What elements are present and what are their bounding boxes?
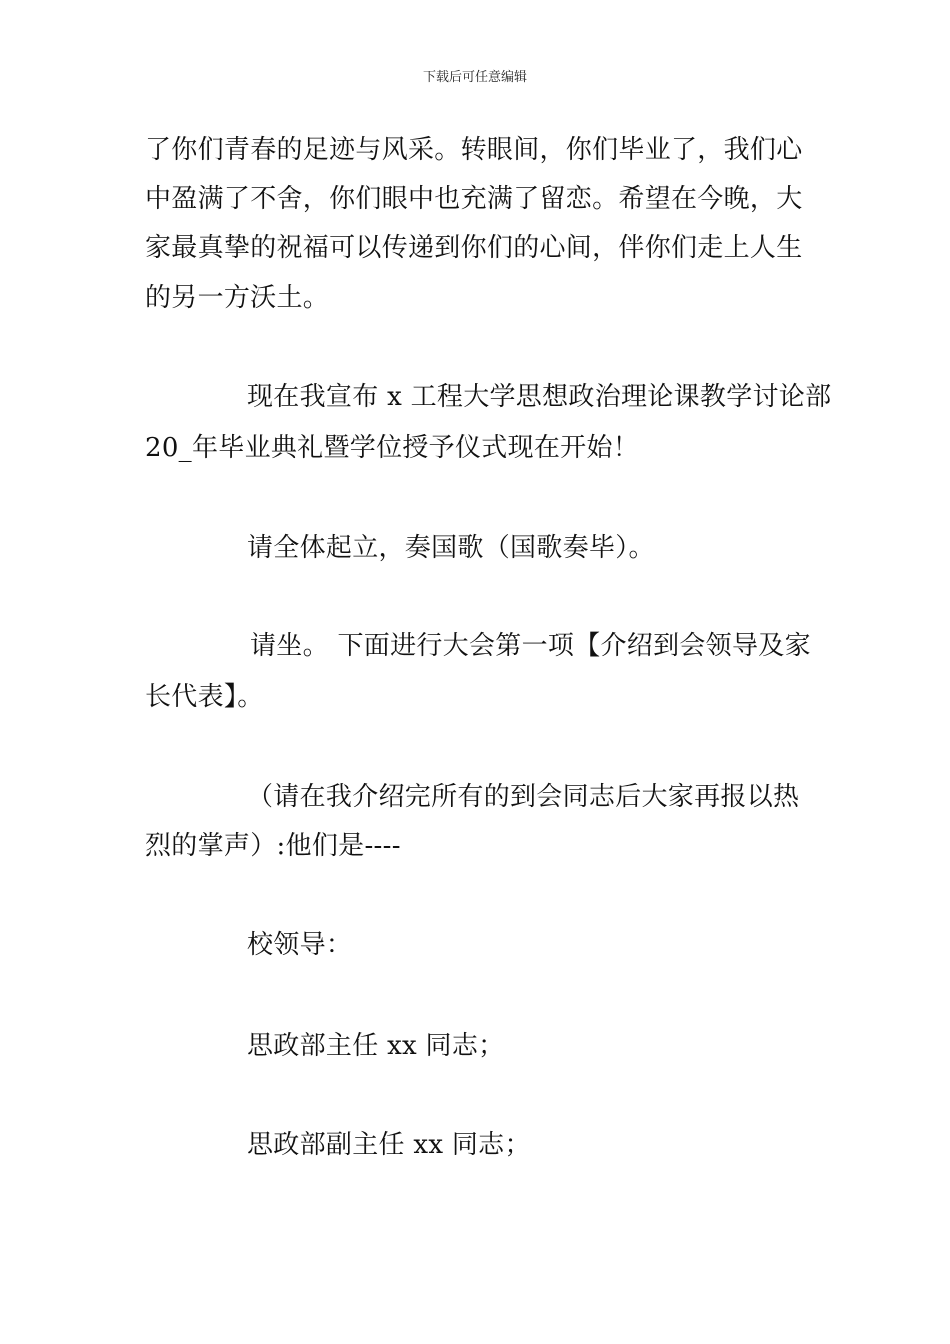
paragraph-line: 请全体起立，奏国歌（国歌奏毕）。 [247, 533, 655, 563]
paragraph-line: 请坐。 下面进行大会第一项【介绍到会领导及家 [250, 631, 811, 661]
paragraph-line: 中盈满了不舍，你们眼中也充满了留恋。希望在今晚，大 [145, 184, 803, 214]
paragraph-line: 家最真挚的祝福可以传递到你们的心间，伴你们走上人生 [145, 233, 803, 263]
header-note: 下载后可任意编辑 [422, 70, 527, 85]
paragraph-line: 长代表】。 [145, 682, 264, 712]
paragraph-line: 思政部主任 xx 同志； [247, 1031, 505, 1061]
paragraph-line: 校领导： [247, 930, 353, 960]
paragraph-line: 思政部副主任 xx 同志； [247, 1130, 531, 1160]
paragraph-line: （请在我介绍完所有的到会同志后大家再报以热 [247, 782, 800, 812]
paragraph-line: 烈的掌声）:他们是---- [145, 831, 401, 861]
paragraph-line: 的另一方沃土。 [145, 283, 330, 313]
paragraph-line: 了你们青春的足迹与风采。转眼间，你们毕业了，我们心 [145, 135, 803, 165]
paragraph-line: 20_年毕业典礼暨学位授予仪式现在开始！ [145, 433, 640, 463]
paragraph-line: 现在我宣布 x 工程大学思想政治理论课教学讨论部 [247, 382, 832, 412]
